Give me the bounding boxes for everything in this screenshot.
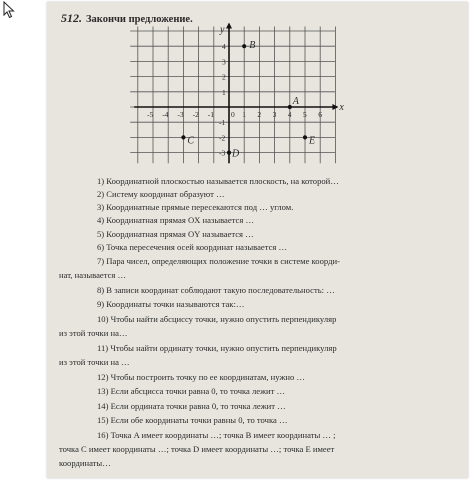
x-tick-label: -1 — [207, 110, 215, 119]
sentence-line: из этой точки на … — [59, 357, 130, 367]
x-tick-label: -3 — [177, 110, 184, 119]
y-tick-label: -3 — [219, 148, 226, 158]
sentence-line: 1) Координатной плоскостью называется плоскость, на которой… — [97, 176, 339, 186]
x-tick-label: -2 — [192, 110, 199, 119]
sentence-line: 16) Точка A имеет координаты …; точка B имеет координаты … ; — [97, 430, 336, 440]
x-tick-label: 1 — [242, 110, 246, 119]
x-tick-label: -5 — [147, 110, 154, 119]
sentence-line: 6) Точка пересечения осей координат называется … — [97, 242, 288, 252]
point-label-e: E — [309, 135, 316, 147]
exercise-number: 512. — [61, 11, 82, 25]
exercise-heading: Закончи предложение. — [86, 14, 193, 25]
mouse-cursor-icon — [3, 1, 15, 19]
sentence-line: нат, называется … — [59, 270, 127, 280]
point-label-b: B — [249, 40, 256, 52]
x-tick-label: 4 — [287, 110, 292, 119]
sentence-line: 3) Координатные прямые пересекаются под … углом. — [97, 202, 294, 212]
sentence-line: 7) Пара чисел, определяющих положение точки в системе коорди- — [97, 256, 340, 266]
sentence-line: 4) Координатная прямая OX называется … — [97, 215, 255, 225]
y-axis-label: y — [220, 24, 225, 36]
sentence-line: 8) В записи координат соблюдают такую последовательность: … — [97, 285, 335, 295]
sentence-line: 13) Если абсцисса точки равна 0, то точка лежит … — [97, 386, 286, 396]
sentence-line: 15) Если обе координаты точки равны 0, то точка … — [97, 415, 288, 425]
sentence-line: 10) Чтобы найти абсциссу точки, нужно опустить перпендикуляр — [97, 314, 337, 324]
sentence-line: 12) Чтобы построить точку по ее координатам, нужно … — [97, 372, 306, 382]
x-tick-label: 2 — [257, 110, 262, 119]
sentence-line: из этой точки на… — [59, 328, 128, 338]
sentence-line: точка C имеет координаты …; точка D имеет координаты …; точка E имеет — [59, 444, 335, 454]
y-tick-label: 4 — [222, 42, 226, 52]
sentence-line: 14) Если ордината точки равна 0, то точка лежит … — [97, 401, 286, 411]
y-tick-label: 1 — [222, 87, 226, 97]
x-tick-label: 5 — [303, 110, 307, 119]
point-label-a: A — [292, 96, 299, 107]
origin-label: 0 — [231, 110, 235, 119]
y-tick-label: 3 — [222, 57, 226, 67]
sentence-line: 5) Координатная прямая OY называется … — [97, 229, 254, 239]
y-tick-label: 2 — [222, 72, 226, 82]
x-tick-label: 3 — [272, 110, 277, 119]
sentence-list — [47, 2, 468, 478]
point-label-d: D — [232, 148, 240, 160]
sentence-line: 11) Чтобы найти ординату точки, нужно опустить перпендикуляр — [97, 343, 337, 353]
point-label-c: C — [187, 135, 195, 147]
textbook-page — [47, 2, 468, 478]
sentence-line: 2) Систему координат образуют … — [97, 189, 225, 199]
x-tick-label: -4 — [162, 110, 169, 119]
x-tick-label: 6 — [318, 110, 322, 119]
y-tick-label: -1 — [219, 118, 226, 128]
x-axis-label: x — [339, 102, 344, 113]
y-tick-label: -2 — [219, 133, 226, 143]
sentence-line: координаты… — [59, 458, 111, 468]
sentence-line: 9) Координаты точки называются так:… — [97, 299, 245, 309]
